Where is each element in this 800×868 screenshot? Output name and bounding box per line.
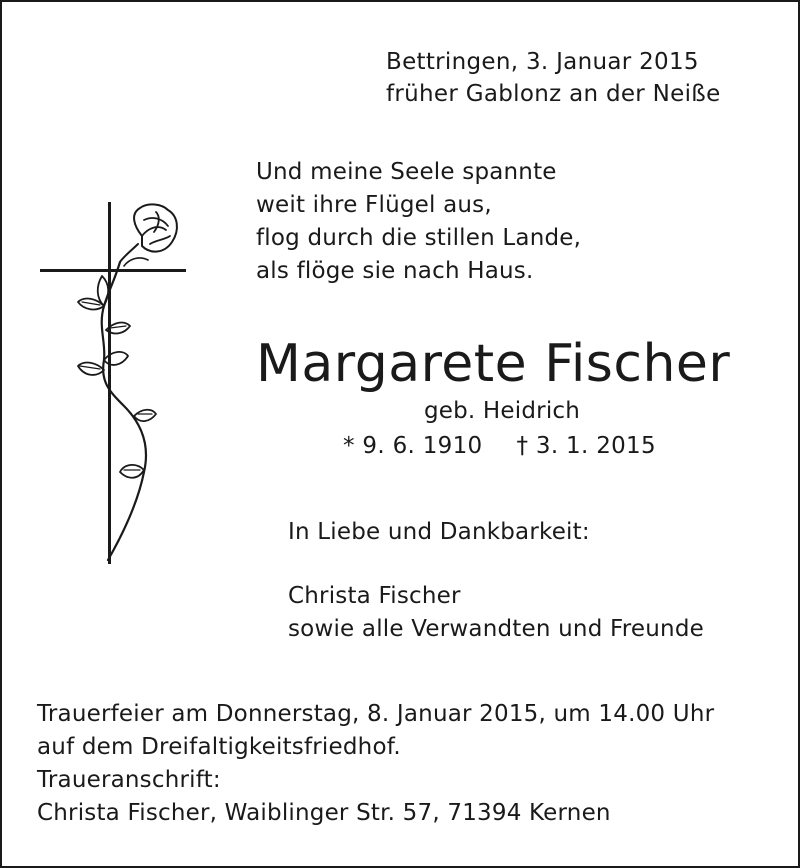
service-info (37, 698, 714, 830)
mourners-intro: In Liebe und Dankbarkeit: (288, 519, 590, 545)
mourner-line: Christa Fischer (288, 583, 461, 609)
poem-line: flog durch die stillen Lande, (256, 225, 582, 251)
mourners-list (288, 580, 704, 646)
birth-name: geb. Heidrich (423, 398, 581, 424)
poem-line: Und meine Seele spannte (256, 159, 557, 185)
place-date: Bettringen, 3. Januar 2015 (386, 49, 699, 75)
poem (256, 156, 581, 288)
origin-note: früher Gablonz an der Neiße (386, 81, 721, 107)
birth-date: * 9. 6. 1910 (343, 433, 483, 459)
service-line: Christa Fischer, Waiblinger Str. 57, 71394 Kernen (37, 800, 611, 826)
poem-line: weit ihre Flügel aus, (256, 192, 492, 218)
service-line: Trauerfeier am Donnerstag, 8. Januar 2015, um 14.00 Uhr (37, 701, 715, 727)
poem-line: als flöge sie nach Haus. (256, 258, 534, 284)
death-date: † 3. 1. 2015 (516, 433, 656, 459)
place-date-block (386, 46, 721, 110)
life-dates (343, 430, 656, 462)
service-line: auf dem Dreifaltigkeitsfriedhof. (37, 734, 401, 760)
deceased-name: Margarete Fischer (256, 334, 731, 394)
mourner-line: sowie alle Verwandten und Freunde (288, 616, 704, 642)
service-line: Traueranschrift: (37, 767, 221, 793)
cross-with-rose-icon (38, 202, 198, 572)
